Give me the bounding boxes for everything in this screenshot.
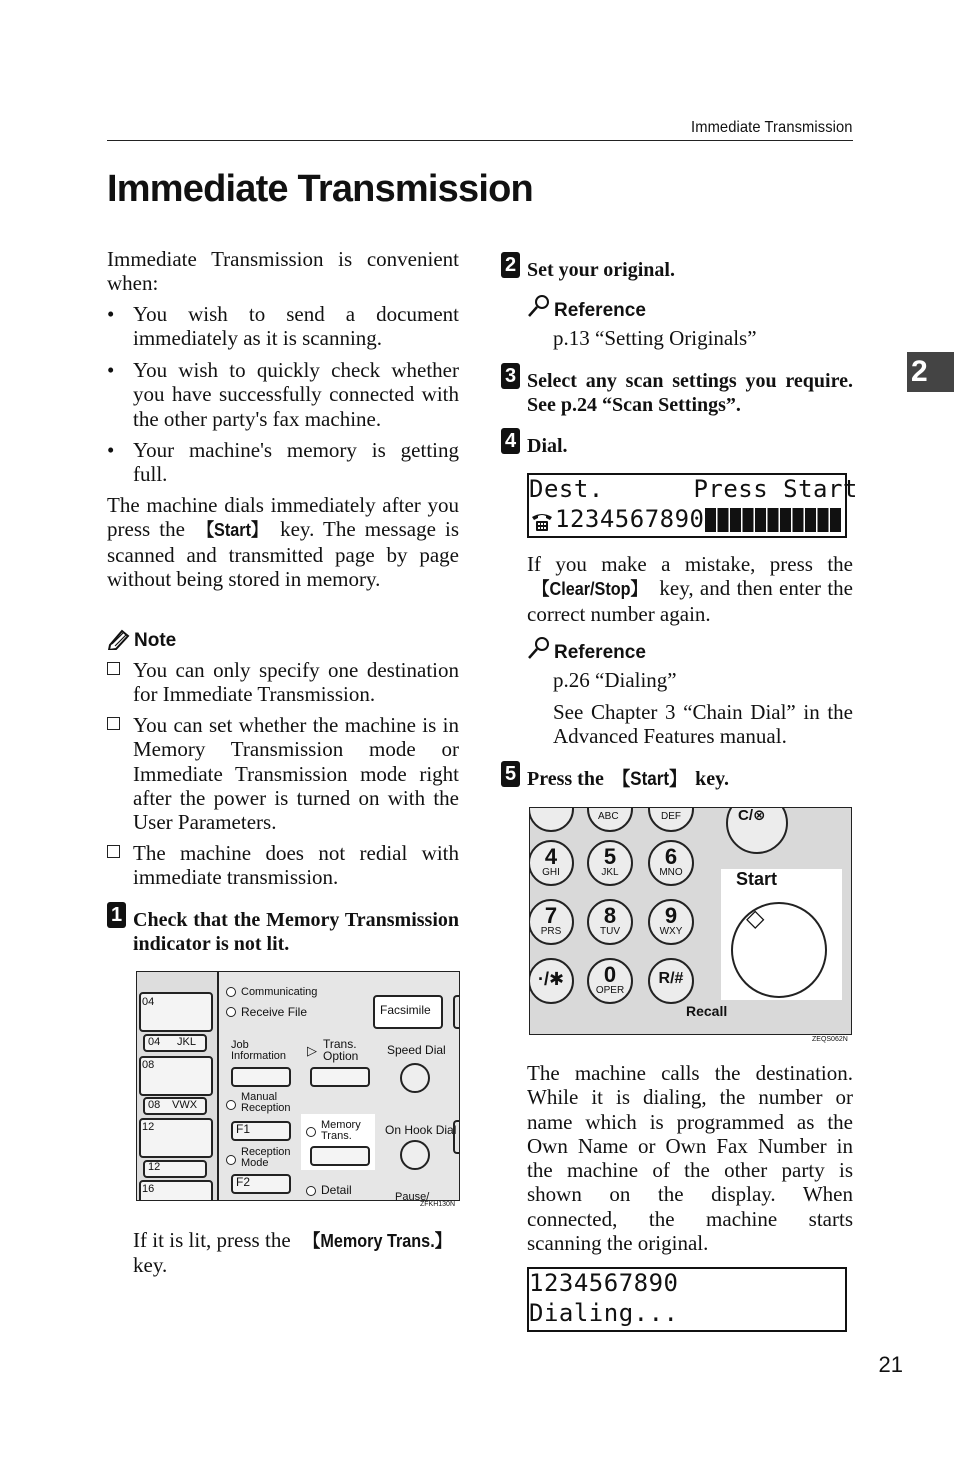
key-4: 4 GHI [529, 840, 574, 886]
reference-heading [527, 636, 727, 662]
triangle-icon: ▷ [307, 1043, 317, 1058]
speed-dial-label: Speed Dial [387, 1043, 446, 1057]
key-r-hash: R/# [648, 958, 694, 1004]
one-touch-jkl: JKL [177, 1036, 196, 1048]
def-label: DEF [661, 811, 681, 822]
list-item: • You wish to quickly check whether you have successfully connected with the other party's fax machine. [107, 358, 459, 431]
step-5-text [527, 767, 853, 792]
lcd-display-1 [527, 473, 858, 538]
on-hook-dial-button [400, 1140, 430, 1170]
clear-stop-key-label: 【Clear/Stop】 [533, 579, 647, 600]
manual-reception-led [226, 1100, 236, 1110]
note-label: Note [134, 630, 177, 651]
magnifier-icon [527, 294, 551, 318]
keypad-code: ZEQS062N [812, 1036, 848, 1043]
start-symbol-icon: ◇ [746, 905, 765, 932]
receive-file-led [226, 1007, 236, 1017]
reference-label: Reference [554, 300, 646, 321]
note-text: You can only specify one destination for Immediate Transmission. [133, 658, 459, 707]
step-3-text: Select any scan settings you require. See p.24 “Scan Settings”. [527, 370, 853, 416]
one-touch-08: 08 [142, 1059, 155, 1071]
memory-trans-led [306, 1127, 316, 1137]
one-touch-04b: 04 [148, 1036, 161, 1048]
step-4-text: Dial. [527, 435, 568, 457]
one-touch-08b: 08 [148, 1099, 161, 1111]
note-text: You can set whether the machine is in Memory Transmission mode or Immediate Transmission mode right after the power is turned on with the User Parameters. [133, 713, 459, 835]
key-9: 9 WXY [648, 899, 694, 945]
dial-paragraph [107, 493, 459, 591]
reference-heading [527, 294, 727, 320]
list-item: • Your machine's memory is getting full. [107, 438, 459, 487]
lcd-cursor-blocks [705, 508, 842, 532]
lcd2-line-1: 1234567890 [529, 1269, 679, 1297]
memory-trans-key-label: 【Memory Trans.】 [304, 1231, 451, 1251]
para-before: The machine dials immediately after you press the [107, 493, 459, 542]
clear-stop-label: C/⊗ [738, 807, 766, 824]
step-5-number: 5 [501, 761, 520, 787]
page-number: 21 [878, 1352, 903, 1377]
key-0: 0 OPER [587, 958, 633, 1004]
bullet-text: You wish to send a document immediately as it is scanning. [133, 302, 459, 351]
f2-label: F2 [236, 1175, 251, 1189]
on-hook-dial-label: On Hook Dial [385, 1123, 457, 1137]
lcd-line-2: 1234567890 [555, 505, 705, 533]
after-after: key. [133, 1253, 168, 1278]
step-1-after [133, 1228, 459, 1278]
note-item [107, 713, 459, 835]
job-information-label: Job Information [231, 1039, 287, 1062]
one-touch-vwx: VWX [172, 1099, 198, 1111]
facsimile-label: Facsimile [380, 1003, 431, 1017]
one-touch-12b: 12 [148, 1161, 161, 1173]
intro-text: Immediate Transmission is convenient when: [107, 247, 459, 296]
step-4-number: 4 [501, 428, 520, 454]
f1-label: F1 [236, 1122, 251, 1136]
bullet-text: You wish to quickly check whether you have successfully connected with the other party's fax machine. [133, 358, 459, 431]
key-5: 5 JKL [587, 840, 633, 886]
key-star: ·/✱ [529, 958, 574, 1004]
calls-paragraph: The machine calls the destination. While it is dialing, the number or name which is programmed as the Own Name or Own Fax Number in the machine of the other party is shown on the display. When connected, the machine starts scanning the original. [527, 1061, 853, 1256]
step-1-text: Check that the Memory Transmission indicator is not lit. [133, 909, 459, 955]
note-item [107, 841, 459, 889]
step-3-number: 3 [501, 363, 520, 389]
lcd2-line-2: Dialing... [529, 1299, 679, 1327]
key-8: 8 TUV [587, 899, 633, 945]
header-rule [107, 140, 853, 141]
memory-trans-button [310, 1146, 370, 1166]
running-header: Immediate Transmission [691, 119, 853, 136]
start-key-label: 【Start】 [612, 769, 687, 790]
key-7: 7 PRS [529, 899, 574, 945]
note-heading [107, 628, 227, 654]
bullet-text: Your machine's memory is getting full. [133, 438, 459, 487]
trans-option-button [310, 1067, 370, 1087]
job-information-button [231, 1067, 291, 1087]
panel1-code: ZFKH130N [420, 1201, 456, 1208]
pencil-icon [107, 628, 131, 650]
mistake-after: key, and then enter the correct number again. [527, 576, 854, 626]
page-title: Immediate Transmission [107, 168, 533, 210]
lcd-display-2 [527, 1267, 847, 1332]
recall-label: Recall [686, 1003, 728, 1019]
magnifier-icon [527, 636, 551, 660]
reference-line: p.13 “Setting Originals” [553, 326, 757, 350]
phone-icon [530, 511, 552, 531]
reference-line: p.26 “Dialing” [553, 668, 677, 692]
step-1-number: 1 [107, 902, 126, 928]
speed-dial-button [400, 1063, 430, 1093]
reception-mode-led [226, 1155, 236, 1165]
detail-led [306, 1186, 316, 1196]
pause-label: Pause/ [395, 1191, 430, 1201]
manual-reception-label: Manual Reception [241, 1091, 291, 1114]
start-label: Start [736, 869, 778, 889]
keypad-illustration [529, 807, 852, 1035]
one-touch-12: 12 [142, 1121, 155, 1133]
memory-trans-label: Memory Trans. [321, 1119, 361, 1142]
chapter-tab[interactable]: 2 [907, 352, 954, 392]
one-touch-16: 16 [142, 1183, 155, 1195]
detail-label: Detail [321, 1183, 352, 1197]
step-2-text: Set your original. [527, 259, 675, 281]
after-before: If it is lit, press the [133, 1228, 291, 1252]
step-2-number: 2 [501, 252, 520, 278]
mistake-paragraph [527, 552, 853, 626]
reference-line: See Chapter 3 “Chain Dial” in the Advanced Features manual. [553, 700, 853, 749]
control-panel-illustration [136, 971, 460, 1201]
abc-label: ABC [598, 811, 619, 822]
communicating-label: Communicating [241, 986, 318, 998]
trans-option-label: Trans. Option [323, 1037, 359, 1063]
reception-mode-label: Reception Mode [241, 1146, 291, 1169]
key-6: 6 MNO [648, 840, 694, 886]
step-5-before: Press the [527, 768, 604, 790]
one-touch-04: 04 [142, 996, 155, 1008]
list-item: • You wish to send a document immediately as it is scanning. [107, 302, 459, 351]
communicating-led [226, 987, 236, 997]
reference-label: Reference [554, 642, 646, 663]
receive-file-label: Receive File [241, 1005, 308, 1019]
note-item [107, 658, 459, 706]
lcd-line-1: Dest. Press Start [529, 475, 858, 503]
para-after: key. The message is scanned and transmitted page by page without being stored in memory. [107, 517, 459, 591]
note-text: The machine does not redial with immediate transmission. [133, 841, 459, 890]
start-key-label: 【Start】 [197, 520, 268, 541]
mistake-before: If you make a mistake, press the [527, 552, 853, 576]
step-5-after: key. [695, 768, 730, 790]
